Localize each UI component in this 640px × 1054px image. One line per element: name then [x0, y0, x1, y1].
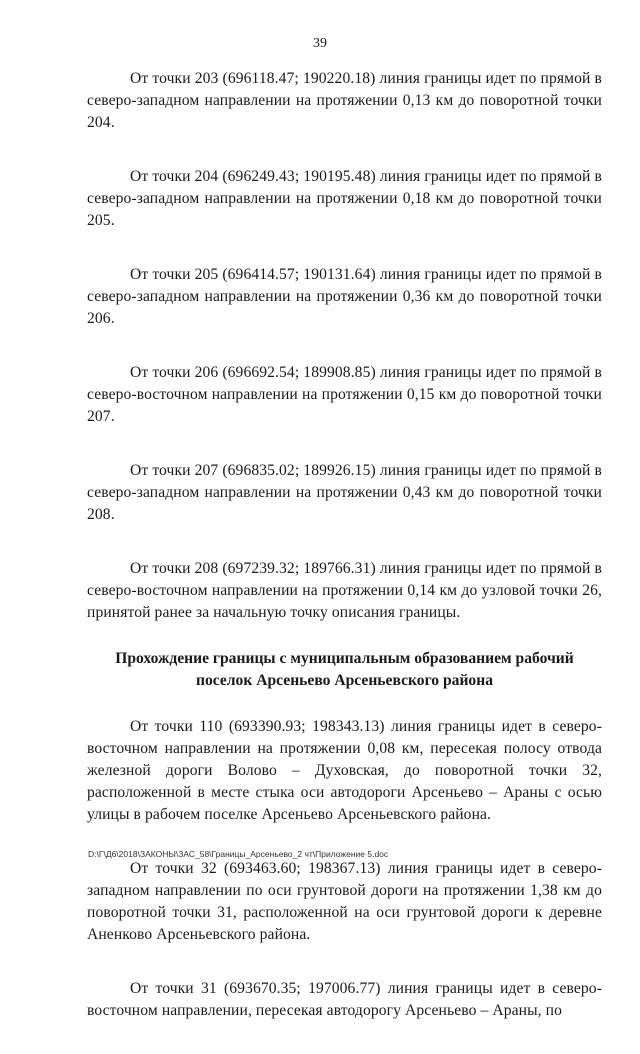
file-path-footer: D:\Г\Д6\2018\ЗАКОНЫ\ЗАС_58\Границы_Арсеньево_2 чт\Приложение 5.doc	[88, 849, 389, 859]
paragraph: От точки 205 (696414.57; 190131.64) линия границы идет по прямой в северо-западном направлении на протяжении 0,36 км до поворотной точки 206.	[87, 266, 602, 327]
paragraph: От точки 32 (693463.60; 198367.13) линия границы идет в северо-западном направлении по оси грунтовой дороги на протяжении 1,38 км до поворотной точки 31, расположенной на оси грунтовой дороги к деревне Аненково Арсеньевского района.	[87, 860, 602, 943]
paragraph: От точки 208 (697239.32; 189766.31) линия границы идет по прямой в северо-восточном направлении на протяжении 0,14 км до узловой точки 26, принятой ранее за начальную точку описания границы.	[87, 560, 602, 621]
section-heading: Прохождение границы с муниципальным образованием рабочий поселок Арсеньево Арсеньевского района	[115, 650, 574, 689]
paragraph: От точки 207 (696835.02; 189926.15) линия границы идет по прямой в северо-западном направлении на протяжении 0,43 км до поворотной точки 208.	[87, 462, 602, 523]
page-number: 39	[313, 36, 327, 51]
paragraph: От точки 203 (696118.47; 190220.18) линия границы идет по прямой в северо-западном направлении на протяжении 0,13 км до поворотной точки 204.	[87, 70, 602, 131]
paragraph: От точки 110 (693390.93; 198343.13) линия границы идет в северо-восточном направлении на протяжении 0,08 км, пересекая полосу отвода железной дороги Волово – Духовская, до поворотной точки 32, расположенной в месте стыка оси автодороги Арсеньево – Араны с осью улицы в рабочем поселке Арсеньево Арсеньевского района.	[87, 718, 602, 823]
document-body	[87, 68, 602, 1054]
paragraph: От точки 31 (693670.35; 197006.77) линия границы идет в северо-восточном направлении, пересекая автодорогу Арсеньево – Араны, по	[87, 980, 602, 1019]
paragraph: От точки 204 (696249.43; 190195.48) линия границы идет по прямой в северо-западном направлении на протяжении 0,18 км до поворотной точки 205.	[87, 168, 602, 229]
paragraph: От точки 206 (696692.54; 189908.85) линия границы идет по прямой в северо-восточном направлении на протяжении 0,15 км до поворотной точки 207.	[87, 364, 602, 425]
